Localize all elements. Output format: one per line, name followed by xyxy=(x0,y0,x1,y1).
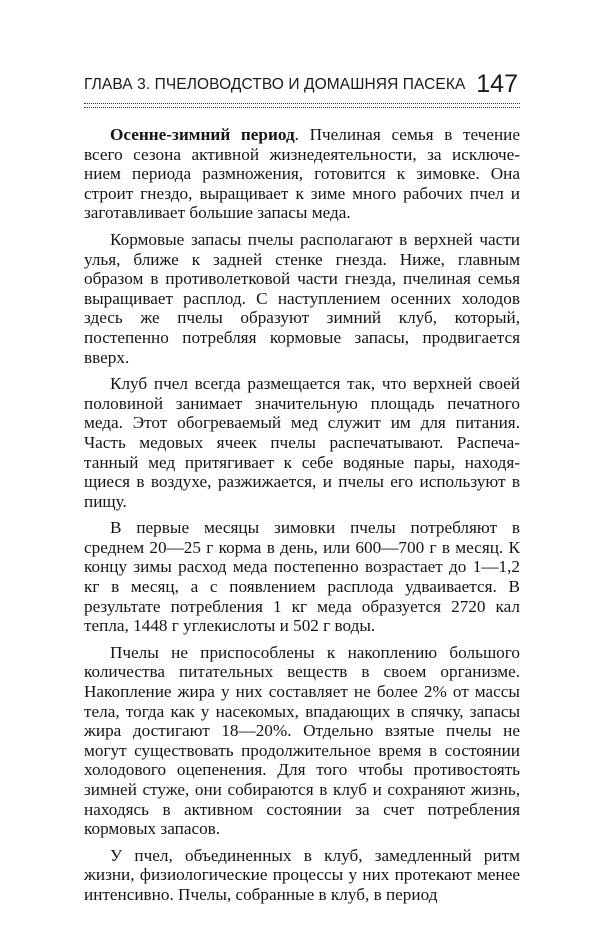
paragraph-text: Пчелы не приспособлены к накоплению большого количества питательных веществ в своем организме. Накопление жира у них составляет не более 2% от массы тела, тогда как у насекомых, впадающих в спячку, запасы жира достигают 18—20%. Отдельно взятые пчелы не могут существовать продолжительное время в состоянии холодового оцепенения. Для того чтобы противостоять зимней стуже, они собираются в клуб и сохраняют жизнь, находясь в активном состоянии за счет потребления кормовых запасов. xyxy=(84,642,520,839)
paragraph-consumption xyxy=(84,518,520,636)
paragraph-text: У пчел, объединенных в клуб, замедленный ритм жизни, физиологические процессы у них протекают менее интенсивно. Пчелы, собранные в клуб, в период xyxy=(84,845,520,904)
paragraph-text: Кормовые запасы пчелы располагают в верхней части улья, ближе к задней стенке гнезда. Ниже, главным образом в противолетковой части гнезда, пчелиная семья выращивает расплод. С наступлением осенних холодов здесь же пчелы образуют зимний клуб, который, постепенно потребляя кормовые запасы, продвигается вверх. xyxy=(84,229,520,367)
page-header xyxy=(84,72,520,106)
paragraph-cluster-placement xyxy=(84,374,520,511)
paragraph-text: В первые месяцы зимовки пчелы потребляют в среднем 20—25 г корма в день, или 600—700 г в месяц. К концу зимы расход меда постепенно возрастает до 1—1,2 кг в месяц, а с появлением расплода удваивается. В результате потребления 1 кг меда образуется 2720 кал тепла, 1448 г углекислоты и 502 г воды. xyxy=(84,518,520,636)
paragraph-cluster-rhythm xyxy=(84,846,520,905)
paragraph-text: . Пчелиная семья в течение всего сезона активной жизнедеятельности, за исключением периода размножения, готовится к зимовке. Она строит гнездо, выращивает к зиме много рабочих пчел и заготавливает большие запасы меда. xyxy=(84,125,520,223)
paragraph-food-stores xyxy=(84,230,520,367)
paragraph-lead: Осенне-зимний период xyxy=(110,125,295,144)
paragraph-autumn-winter-period xyxy=(84,125,520,223)
running-head: ГЛАВА 3. ПЧЕЛОВОДСТВО И ДОМАШНЯЯ ПАСЕКА xyxy=(84,76,466,93)
paragraph-fat-reserves xyxy=(84,643,520,839)
header-rule xyxy=(84,103,520,108)
body-text xyxy=(84,125,520,912)
paragraph-text: Клуб пчел всегда размещается так, что верхней своей половиной занимает значительную площадь печатного меда. Этот обогреваемый мед служит им для питания. Часть медовых ячеек пчелы распечатывают. Распечатанный мед притягивает к себе водяные пары, находящиеся в воздухе, разжижается, и пчелы его используют в пищу. xyxy=(84,374,520,511)
page-number: 147 xyxy=(476,70,518,98)
